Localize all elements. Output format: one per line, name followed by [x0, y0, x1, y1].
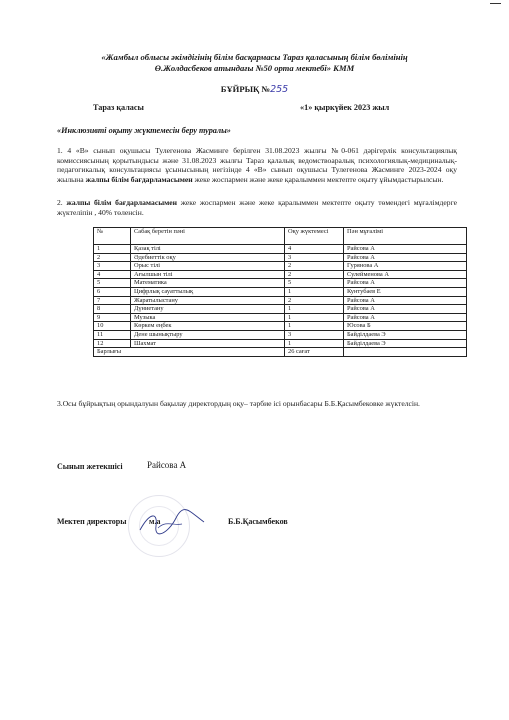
table-row [94, 253, 467, 262]
table-row [94, 339, 467, 348]
order-subject: «Инклюзивті оқыту жүктемесін беру туралы» [57, 126, 231, 135]
cell-number: 3 [94, 262, 131, 271]
paragraph-2-bold: жалпы білім бағдарламасымен [66, 198, 178, 207]
cell-load: 1 [285, 322, 344, 331]
cell-subject: Орыс тілі [131, 262, 285, 271]
cell-load: 1 [285, 287, 344, 296]
cell-number: 11 [94, 330, 131, 339]
cell-number: 5 [94, 279, 131, 288]
cell-subject: Ағылшын тілі [131, 270, 285, 279]
col-header-subject: Сабақ беретін пәні [131, 228, 285, 245]
table-row [94, 270, 467, 279]
cell-teacher: Райсова А [344, 245, 467, 254]
table-row [94, 313, 467, 322]
cell-subject: Көркем еңбек [131, 322, 285, 331]
corner-mark [490, 3, 501, 4]
order-label: БҰЙРЫҚ № [220, 84, 271, 94]
cell-load: 3 [285, 253, 344, 262]
cell-number: 6 [94, 287, 131, 296]
paragraph-1-tail: жеке жоспармен және жеке қаралыммен мектепте оқыту ұйымдастырылсын. [194, 174, 444, 184]
table-row [94, 262, 467, 271]
cell-number: 9 [94, 313, 131, 322]
cell-number: 7 [94, 296, 131, 305]
cell-subject: Қазақ тілі [131, 245, 285, 254]
col-header-number: № [94, 228, 131, 245]
total-value: 26 сағат [285, 348, 344, 357]
cell-load: 2 [285, 262, 344, 271]
director-label: Мектеп директоры [57, 517, 127, 526]
cell-subject: Шахмат [131, 339, 285, 348]
cell-load: 2 [285, 270, 344, 279]
cell-teacher: Юсова Б [344, 322, 467, 331]
table-row [94, 305, 467, 314]
total-label: Барлығы [94, 348, 285, 357]
cell-load: 2 [285, 296, 344, 305]
cell-teacher: Байділдаева Э [344, 330, 467, 339]
table-total-row [94, 348, 467, 357]
cell-teacher: Райсова А [344, 313, 467, 322]
header-line-2: Ө.Жолдасбеков атындағы №50 орта мектебі» КММ [154, 63, 355, 73]
cell-teacher: Райсова А [344, 305, 467, 314]
table-row [94, 330, 467, 339]
cell-number: 12 [94, 339, 131, 348]
table-row [94, 245, 467, 254]
cell-subject: Музыка [131, 313, 285, 322]
cell-number: 8 [94, 305, 131, 314]
cell-number: 2 [94, 253, 131, 262]
stamp-place-label: м.а [149, 517, 161, 526]
order-date: «1» қыркүйек 2023 жыл [300, 103, 390, 112]
cell-load: 1 [285, 313, 344, 322]
table-header-row [94, 228, 467, 245]
teacher-name: Райсова А [147, 460, 187, 470]
cell-load: 4 [285, 245, 344, 254]
cell-teacher: Кунтубаев Е [344, 287, 467, 296]
paragraph-1-text: 1. 4 «В» сынып оқушысы Тулегенова Жасминге берілген 31.08.2023 жылғы №0-061 дәрігерлік консультациялық комиссиясының қорытындысы және 31.08.2023 жылғы Тараз қалалық ведомствоаралық психологиялық-медициналық-педагогикалық консультациясы ұсынысының негізінде 4 «В» сынып оқушысы Тулегенова Жасминге 2023-2024 оқу жылына [57, 146, 457, 184]
cell-teacher: Байділдаева Э [344, 339, 467, 348]
cell-subject: Цифрлық сауаттылық [131, 287, 285, 296]
director-name: Б.Б.Қасымбеков [228, 517, 288, 526]
cell-load: 3 [285, 330, 344, 339]
paragraph-2-num: 2. [57, 198, 63, 207]
cell-number: 4 [94, 270, 131, 279]
cell-subject: Дүниетану [131, 305, 285, 314]
table-row [94, 296, 467, 305]
paragraph-2-text: жеке жоспармен және жеке қаралыммен мектепте оқыту төмендегі мұғалімдерге жүктеліпін , 40% төленсін. [57, 198, 457, 217]
col-header-load: Оқу жүктемесі [285, 228, 344, 245]
cell-subject: Математика [131, 279, 285, 288]
total-empty [344, 348, 467, 357]
subjects-table [93, 227, 467, 357]
teacher-label: Сынып жетекшісі [57, 462, 123, 471]
order-title [0, 84, 509, 95]
paragraph-1 [57, 146, 457, 184]
cell-number: 10 [94, 322, 131, 331]
table-row [94, 322, 467, 331]
paragraph-3: 3.Осы бұйрықтың орындалуын бақылау директордың оқу– тәрбие ісі орынбасары Б.Б.Қасымбековке жүктелсін. [57, 399, 420, 408]
header-line-1: «Жамбыл облысы әкімдігінің білім басқармасы Тараз қаласының білім бөлімінің [101, 52, 408, 62]
cell-load: 1 [285, 305, 344, 314]
order-number: 255 [270, 84, 289, 95]
table-row [94, 287, 467, 296]
cell-teacher: Райсова А [344, 279, 467, 288]
cell-subject: Дене шынықтыру [131, 330, 285, 339]
cell-teacher: Райсова А [344, 296, 467, 305]
cell-teacher: Сулейменова А [344, 270, 467, 279]
cell-load: 5 [285, 279, 344, 288]
cell-teacher: Гурянова А [344, 262, 467, 271]
cell-subject: Жаратылыстану [131, 296, 285, 305]
cell-number: 1 [94, 245, 131, 254]
table-row [94, 279, 467, 288]
paragraph-2 [57, 198, 457, 217]
cell-load: 1 [285, 339, 344, 348]
col-header-teacher: Пән мұғалімі [344, 228, 467, 245]
cell-teacher: Райсова А [344, 253, 467, 262]
cell-subject: Әдебиеттік оқу [131, 253, 285, 262]
location: Тараз қаласы [93, 103, 144, 112]
paragraph-1-bold: жалпы білім бағдарламасымен [85, 174, 193, 184]
